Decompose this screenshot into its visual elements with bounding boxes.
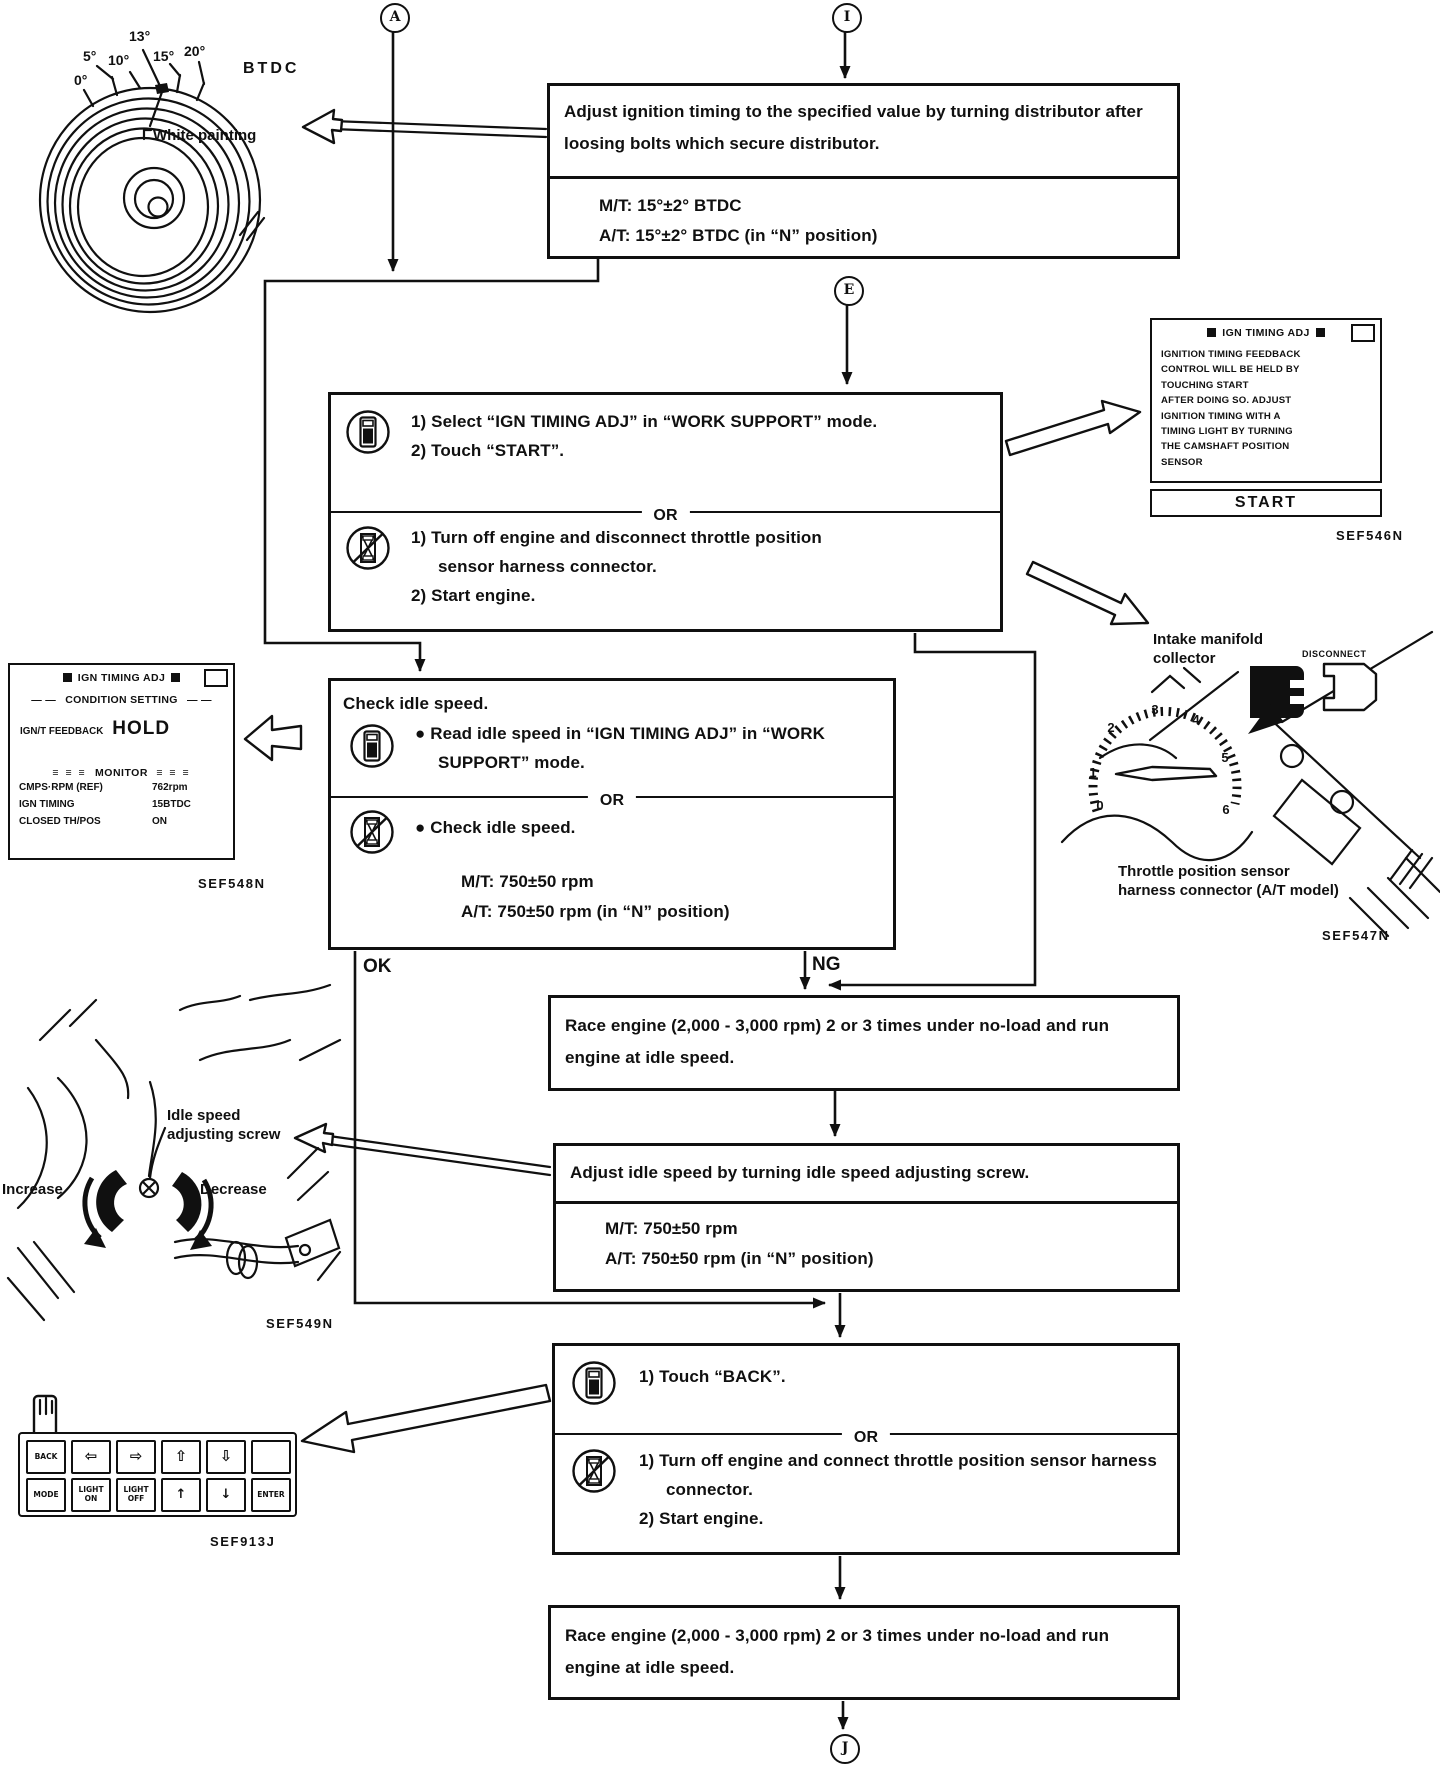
consult-start-screen <box>1150 318 1382 483</box>
pulley-tick-20: 20° <box>184 43 206 59</box>
pulley-tick-10: 10° <box>108 52 130 68</box>
figure-code-sef913j: SEF913J <box>210 1534 276 1549</box>
connector-j <box>830 1734 860 1764</box>
adjust-idle-spec-mt: M/T: 750±50 rpm <box>605 1219 738 1238</box>
check-idle-noconsult-step: ● Check idle speed. <box>415 818 576 837</box>
keypad-mode-key: MODE <box>26 1478 66 1512</box>
idle-screw-illustration <box>8 985 340 1320</box>
adjust-idle-spec-at: A/T: 750±50 rpm (in “N” position) <box>605 1249 874 1268</box>
race-engine-text: Race engine (2,000 - 3,000 rpm) 2 or 3 times under no-load and run engine at idle speed. <box>565 1016 1110 1067</box>
idle-spec-mt: M/T: 750±50 rpm <box>461 872 594 891</box>
svg-text:4: 4 <box>1192 712 1200 727</box>
monitor-screen-title: IGN TIMING ADJ <box>10 670 233 686</box>
figure-code-sef549n: SEF549N <box>266 1316 334 1331</box>
select-consult-step-1: 1) Select “IGN TIMING ADJ” in “WORK SUPPORT” mode. <box>411 412 878 431</box>
timing-spec-at: A/T: 15°±2° BTDC (in “N” position) <box>599 226 878 245</box>
svg-text:1: 1 <box>1089 765 1097 780</box>
finish-noconsult-step-1: 1) Turn off engine and connect throttle position sensor harness connector. <box>639 1451 1157 1499</box>
adjust-idle-text: Adjust idle speed by turning idle speed adjusting screw. <box>570 1163 1030 1182</box>
svg-text:5: 5 <box>1221 750 1229 765</box>
or-divider <box>330 507 1001 524</box>
keypad-blank-key <box>251 1440 291 1474</box>
title-square-icon <box>63 673 72 682</box>
btdc-label: BTDC <box>243 60 300 77</box>
pulley-tick-0: 0° <box>74 72 88 88</box>
arrow-to-start-screen-icon <box>1006 401 1140 455</box>
keypad-down-key: ⇩ <box>206 1440 246 1474</box>
tps-connector-label: Throttle position sensor harness connector (A/T model) <box>1118 863 1339 899</box>
keypad-light-on-key: LIGHT ON <box>71 1478 111 1512</box>
finish-consult-step: 1) Touch “BACK”. <box>639 1367 786 1386</box>
consult-keypad-illustration <box>18 1432 297 1517</box>
step-box-adjust-idle-speed <box>553 1143 1180 1292</box>
svg-text:6: 6 <box>1222 802 1230 817</box>
arrow-to-monitor-screen-icon <box>245 716 301 760</box>
monitor-row: CMPS·RPM (REF) 762rpm <box>19 782 188 793</box>
keypad-up-key: ⇧ <box>161 1440 201 1474</box>
connector-i <box>832 3 862 33</box>
condition-setting-header: — — CONDITION SETTING — — <box>31 694 212 706</box>
increase-label: Increase <box>2 1181 63 1198</box>
feedback-label: IGN/T FEEDBACK <box>20 726 104 737</box>
arrow-to-pulley-icon <box>303 110 546 143</box>
screen-checkbox-icon <box>1351 324 1375 342</box>
title-square-icon <box>1316 328 1325 337</box>
or-label: OR <box>641 501 689 530</box>
check-idle-consult-step: ● Read idle speed in “IGN TIMING ADJ” in “WORK SUPPORT” mode. <box>415 724 825 772</box>
start-screen-title: IGN TIMING ADJ <box>1152 325 1380 341</box>
select-consult-step-2: 2) Touch “START”. <box>411 441 565 460</box>
figure-code-sef548n: SEF548N <box>198 876 266 891</box>
no-consult-icon <box>349 809 395 855</box>
ng-branch-label: NG <box>812 954 841 975</box>
or-label: OR <box>588 786 636 815</box>
keypad-left-key: ⇦ <box>71 1440 111 1474</box>
step-box-touch-back <box>552 1343 1180 1555</box>
disconnect-plug-icon <box>1324 664 1376 710</box>
monitor-row: CLOSED TH/POS ON <box>19 816 167 827</box>
connector-j-letter: J <box>841 1740 849 1756</box>
disconnect-connector-icon <box>1250 666 1304 718</box>
tachometer-needle <box>1116 767 1216 780</box>
arrow-to-engine-illustration-icon <box>1027 562 1148 624</box>
ok-branch-label: OK <box>363 956 392 977</box>
idle-spec-at: A/T: 750±50 rpm (in “N” position) <box>461 902 730 921</box>
timing-spec <box>549 176 1178 251</box>
intake-manifold-label: Intake manifold collector <box>1153 631 1264 667</box>
figure-code-sef546n: SEF546N <box>1336 528 1404 543</box>
pulley-tick-5: 5° <box>83 48 97 64</box>
select-noconsult-step-1: 1) Turn off engine and disconnect throttle position sensor harness connector. <box>411 528 822 576</box>
keypad-enter-key: ENTER <box>251 1478 291 1512</box>
title-square-icon <box>171 673 180 682</box>
step-box-select-work-support <box>328 392 1003 632</box>
idle-screw-label: Idle speed adjusting screw <box>167 1107 281 1143</box>
consult-monitor-screen <box>8 663 235 860</box>
connector-e-letter: E <box>843 282 855 298</box>
svg-text:2: 2 <box>1107 720 1115 735</box>
feedback-value: HOLD <box>112 718 171 739</box>
connector-a <box>380 3 410 33</box>
step-box-race-engine-2 <box>548 1605 1180 1700</box>
monitor-header: ≡ ≡ ≡ MONITOR ≡ ≡ ≡ <box>52 767 191 779</box>
screen-checkbox-icon <box>204 669 228 687</box>
step-box-adjust-ignition-timing <box>547 83 1180 259</box>
start-screen-body: IGNITION TIMING FEEDBACK CONTROL WILL BE HELD BY TOUCHING START AFTER DOING SO. ADJUST IGNITION TIMING WITH A TIMING LIGHT BY TURNING THE CAMSHAFT POSITION SENSOR <box>1161 349 1301 468</box>
keypad-light-off-key: LIGHT OFF <box>116 1478 156 1512</box>
connector-e <box>834 276 864 306</box>
monitor-row: IGN TIMING 15BTDC <box>19 799 191 810</box>
or-divider <box>330 792 894 809</box>
step-box-check-idle-speed <box>328 678 896 950</box>
figure-code-sef547n: SEF547N <box>1322 928 1390 943</box>
white-painting-label: White painting <box>153 127 257 144</box>
keypad-scroll-up-key: ↑ <box>161 1478 201 1512</box>
timing-spec-mt: M/T: 15°±2° BTDC <box>599 196 742 215</box>
arrow-to-screw-illustration-icon <box>295 1124 550 1175</box>
adjust-timing-text: Adjust ignition timing to the specified value by turning distributor after loosing bolts which secure distributor. <box>564 102 1143 153</box>
or-label: OR <box>842 1423 890 1452</box>
white-painting-mark <box>155 83 169 94</box>
pulley-illustration <box>40 50 264 312</box>
adjust-idle-spec <box>555 1201 1178 1274</box>
or-divider <box>554 1429 1178 1446</box>
svg-text:0: 0 <box>1096 798 1104 813</box>
consult-icon <box>571 1360 617 1406</box>
arrow-to-keypad-icon <box>302 1385 550 1452</box>
check-idle-title: Check idle speed. <box>343 694 489 713</box>
keypad-scroll-down-key: ↓ <box>206 1478 246 1512</box>
start-button: START <box>1150 489 1382 517</box>
keypad-right-key: ⇨ <box>116 1440 156 1474</box>
idle-spec <box>461 867 730 927</box>
connector-i-letter: I <box>843 9 851 25</box>
no-consult-icon <box>345 525 391 571</box>
step-box-race-engine-1 <box>548 995 1180 1091</box>
pulley-tick-15: 15° <box>153 48 175 64</box>
consult-icon <box>349 723 395 769</box>
disconnect-label: DISCONNECT <box>1302 649 1367 659</box>
pulley-tick-13: 13° <box>129 28 151 44</box>
svg-text:3: 3 <box>1151 702 1159 717</box>
decrease-label: Decrease <box>200 1181 267 1198</box>
finish-noconsult-step-2: 2) Start engine. <box>639 1509 764 1528</box>
race-engine-text: Race engine (2,000 - 3,000 rpm) 2 or 3 times under no-load and run engine at idle speed. <box>565 1626 1110 1677</box>
finger-icon <box>34 1396 56 1436</box>
title-square-icon <box>1207 328 1216 337</box>
consult-icon <box>345 409 391 455</box>
no-consult-icon <box>571 1448 617 1494</box>
keypad-back-key: BACK <box>26 1440 66 1474</box>
feedback-row <box>10 718 233 740</box>
select-noconsult-step-2: 2) Start engine. <box>411 586 536 605</box>
connector-a-letter: A <box>389 9 401 25</box>
